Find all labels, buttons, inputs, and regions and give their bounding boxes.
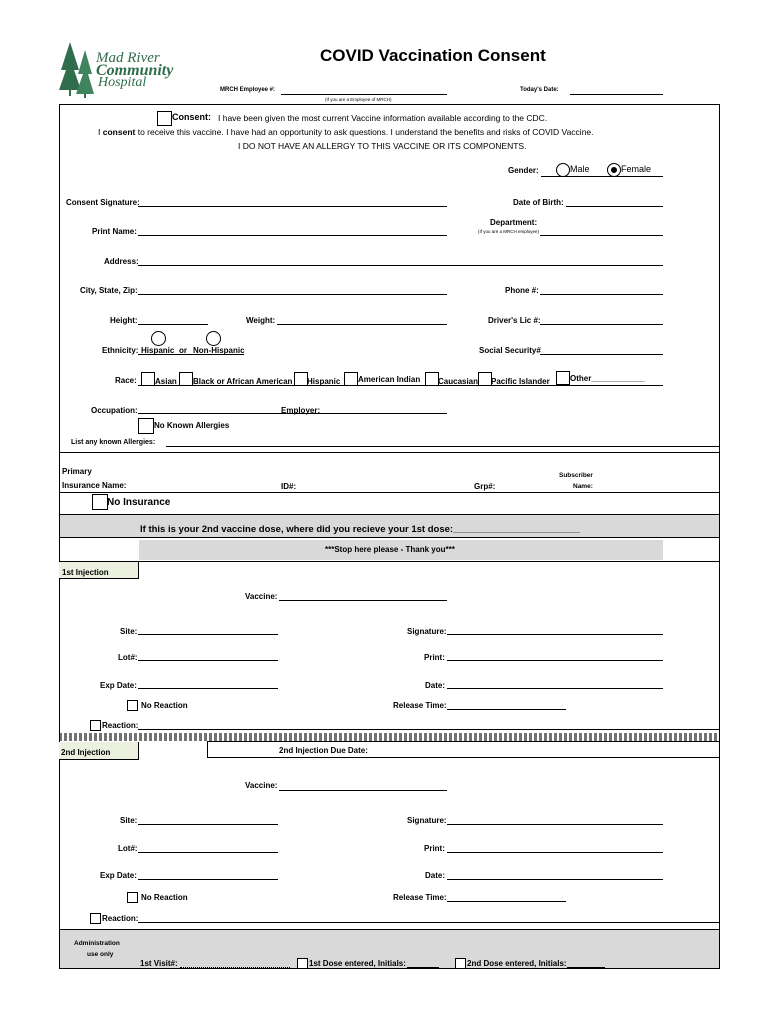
injection2-date-field[interactable] [447,879,663,880]
injection1-reaction-field[interactable] [138,729,719,730]
race-hispanic-checkbox[interactable] [294,372,308,386]
injection1-lot-field[interactable] [138,660,278,661]
first-dose-entered-label: 1st Dose entered, Initials: [309,959,406,968]
date-of-birth-field[interactable] [566,206,663,207]
ethnicity-underline [138,354,244,355]
injection1-vaccine-label: Vaccine: [245,592,278,601]
injection2-release-time-label: Release Time: [393,893,447,902]
race-hispanic-label: Hispanic [307,377,341,386]
injection2-no-reaction-label: No Reaction [141,893,188,902]
injection1-release-time-field[interactable] [447,709,566,710]
injection1-lot-label: Lot#: [118,653,138,662]
weight-label: Weight: [246,316,276,325]
injection1-signature-label: Signature: [407,627,447,636]
radio-selected-dot [611,167,617,173]
ethnicity-non-hispanic-radio[interactable] [206,331,221,346]
occupation-label: Occupation: [91,406,138,415]
consent-line2 [98,127,594,137]
gender-female-radio[interactable] [607,163,621,177]
injection1-title: 1st Injection [62,568,109,577]
race-other-label: Other____________ [570,374,645,383]
mrch-employee-label: MRCH Employee #: [220,87,276,93]
injection2-due-date-label: 2nd Injection Due Date: [279,746,368,755]
logo-line1: Mad River [96,50,160,66]
consent-label: Consent: [172,112,211,122]
todays-date-label: Today's Date: [520,87,559,93]
mrch-employee-note: (If you are a Employee of MRCH) [325,97,392,102]
injection1-site-field[interactable] [138,634,278,635]
department-label: Department: [490,218,538,227]
consent-signature-field[interactable] [138,206,447,207]
injection2-reaction-checkbox[interactable] [90,913,101,924]
insurance-name-label: Insurance Name: [62,481,127,490]
injection1-release-time-label: Release Time: [393,701,447,710]
injection1-date-label: Date: [425,681,446,690]
injection1-top-border [59,561,720,562]
insurance-id-label: ID#: [281,482,297,491]
second-dose-entered-checkbox[interactable] [455,958,466,969]
injection2-site-field[interactable] [138,824,278,825]
injection1-date-field[interactable] [447,688,663,689]
injection2-print-field[interactable] [447,852,663,853]
print-name-label: Print Name: [92,227,137,236]
race-asian-label: Asian [155,377,177,386]
race-black-label: Black or African American [193,377,293,386]
mrch-employee-field[interactable] [281,94,447,95]
ethnicity-hispanic-radio[interactable] [151,331,166,346]
injection2-print-label: Print: [424,844,445,853]
ethnicity-label: Ethnicity: [102,346,139,355]
injection2-release-time-field[interactable] [447,901,566,902]
race-american-indian-label: American Indian [358,375,421,384]
phone-label: Phone #: [505,286,539,295]
injection2-reaction-label: Reaction: [102,914,139,923]
injection2-title: 2nd Injection [61,748,111,757]
gender-underline [541,176,663,177]
race-black-checkbox[interactable] [179,372,193,386]
consent-signature-label: Consent Signature: [66,198,140,207]
department-field[interactable] [540,235,663,236]
no-known-allergies-label: No Known Allergies [154,421,230,430]
list-allergies-field[interactable] [166,446,719,447]
injection1-reaction-label: Reaction: [102,721,139,730]
ethnicity-hispanic: Hispanic [141,346,175,355]
injection2-site-label: Site: [120,816,138,825]
race-caucasian-checkbox[interactable] [425,372,439,386]
race-asian-checkbox[interactable] [141,372,155,386]
gender-label: Gender: [508,166,539,175]
address-label: Address: [104,257,139,266]
first-visit-field[interactable] [180,967,290,968]
print-name-field[interactable] [138,235,447,236]
injection2-no-reaction-checkbox[interactable] [127,892,138,903]
insurance-row-border [59,492,720,493]
list-allergies-label: List any known Allergies: [71,439,156,446]
consent-line2-bold: consent [102,127,136,137]
race-caucasian-label: Caucasian [438,377,479,386]
address-field[interactable] [138,265,663,266]
consent-line3: I DO NOT HAVE AN ALLERGY TO THIS VACCINE OR ITS COMPONENTS. [238,141,527,151]
no-insurance-label: No Insurance [107,497,171,508]
injection1-no-reaction-checkbox[interactable] [127,700,138,711]
injection2-reaction-field[interactable] [138,922,719,923]
first-dose-initials-field[interactable] [407,967,439,968]
social-security-field[interactable] [540,354,663,355]
injection1-reaction-checkbox[interactable] [90,720,101,731]
injection1-vaccine-field[interactable] [279,600,447,601]
todays-date-field[interactable] [570,94,663,95]
department-note: (If you are a MRCH employee) [478,229,540,234]
phone-field[interactable] [540,294,663,295]
injection2-vaccine-field[interactable] [279,790,447,791]
subscriber-label: Subscriber [559,472,593,479]
hospital-logo [58,40,198,98]
height-label: Height: [110,316,138,325]
injection1-print-label: Print: [424,653,445,662]
consent-line2-prefix: I [98,127,101,137]
drivers-lic-field[interactable] [540,324,663,325]
second-dose-initials-field[interactable] [567,967,605,968]
first-visit-label: 1st Visit#: [140,959,178,968]
injection1-exp-date-field[interactable] [138,688,278,689]
ethnicity-non-hispanic: Non-Hispanic [193,346,245,355]
employer-label: Employer: [281,406,321,415]
consent-line1: I have been given the most current Vaccine information available according to the CDC. [218,113,548,123]
race-pacific-islander-checkbox[interactable] [478,372,492,386]
date-of-birth-label: Date of Birth: [513,198,564,207]
second-dose-entered-label: 2nd Dose entered, Initials: [467,959,567,968]
no-insurance-checkbox[interactable] [92,494,108,510]
stop-here-text: ***Stop here please - Thank you*** [325,545,455,554]
weight-field[interactable] [277,324,447,325]
injection2-vaccine-label: Vaccine: [245,781,278,790]
second-dose-question: If this is your 2nd vaccine dose, where did you recieve your 1st dose:________________________ [140,524,580,535]
injection1-signature-field[interactable] [447,634,663,635]
injection1-no-reaction-label: No Reaction [141,701,188,710]
ethnicity-or: or [179,346,187,355]
no-known-allergies-checkbox[interactable] [138,418,154,434]
injection2-exp-date-field[interactable] [138,879,278,880]
injection2-date-label: Date: [425,871,446,880]
injection1-site-label: Site: [120,627,138,636]
drivers-lic-label: Driver's Lic #: [488,316,541,325]
consent-checkbox[interactable] [157,111,172,126]
social-security-label: Social Security# [479,346,541,355]
injection2-signature-label: Signature: [407,816,447,825]
insurance-top-border [59,452,720,453]
injection2-lot-field[interactable] [138,852,278,853]
admin-label-line2: use only [87,951,114,958]
insurance-grp-label: Grp#: [474,482,496,491]
logo-line3: Hospital [98,75,147,90]
page-title: COVID Vaccination Consent [320,46,546,65]
race-american-indian-checkbox[interactable] [344,372,358,386]
race-label: Race: [115,376,137,385]
race-pacific-islander-label: Pacific Islander [491,377,550,386]
race-other-checkbox[interactable] [556,371,570,385]
subscriber-name-label: Name: [573,483,593,490]
admin-label-line1: Administration [74,940,120,947]
pine-trees-icon [58,40,98,98]
insurance-primary-label: Primary [62,467,92,476]
injection2-exp-date-label: Exp Date: [100,871,137,880]
injection1-print-field[interactable] [447,660,663,661]
injection2-signature-field[interactable] [447,824,663,825]
logo-line2: Community [96,62,174,79]
consent-line2-rest: to receive this vaccine. I have had an opportunity to ask questions. I understand the benefits and risks of COVID Vaccine. [137,127,594,137]
city-state-zip-field[interactable] [138,294,447,295]
city-state-zip-label: City, State, Zip: [80,286,138,295]
gender-male-label: Male [570,164,590,174]
height-field[interactable] [138,324,208,325]
section-separator [59,733,720,741]
gender-female-label: Female [621,164,652,174]
injection2-lot-label: Lot#: [118,844,138,853]
injection1-exp-date-label: Exp Date: [100,681,137,690]
gender-male-radio[interactable] [556,163,570,177]
first-dose-entered-checkbox[interactable] [297,958,308,969]
